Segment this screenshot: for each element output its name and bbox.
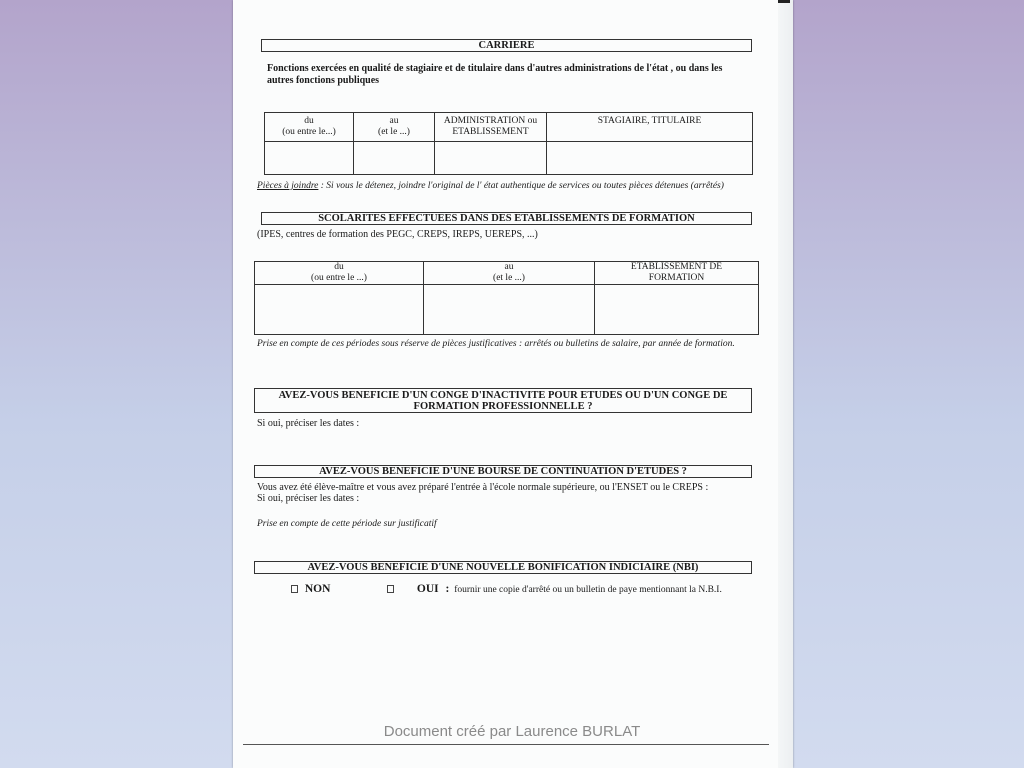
scolarites-col-etab-line1: ETABLISSEMENT DE bbox=[630, 262, 723, 272]
scolarites-col-du bbox=[255, 262, 424, 285]
pieces-label: Pièces à joindre bbox=[257, 181, 319, 191]
scolarites-cell-etab[interactable] bbox=[595, 285, 759, 335]
carriere-col-du-line1: du bbox=[304, 116, 314, 126]
carriere-table-row bbox=[265, 142, 753, 175]
carriere-table bbox=[264, 112, 753, 175]
nbi-non-option[interactable] bbox=[291, 583, 330, 595]
scolarites-note: Prise en compte de ces périodes sous réserve de pièces justificatives : arrêtés ou bulletins de salaire, par année de formation. bbox=[257, 339, 735, 349]
carriere-table-header-row bbox=[265, 113, 753, 142]
carriere-cell-du[interactable] bbox=[265, 142, 354, 175]
carriere-cell-au[interactable] bbox=[354, 142, 435, 175]
carriere-intro: Fonctions exercées en qualité de stagiaire et de titulaire dans d'autres administrations de l'état , ou dans les autres fonctions publiques bbox=[267, 63, 723, 86]
bourse-heading bbox=[254, 465, 752, 478]
carriere-cell-admin[interactable] bbox=[435, 142, 547, 175]
carriere-col-du-line2: (ou entre le...) bbox=[282, 127, 336, 137]
scolarites-table-header-row bbox=[255, 262, 759, 285]
carriere-col-admin bbox=[435, 113, 547, 142]
footer-rule bbox=[243, 744, 769, 745]
nbi-oui-option[interactable] bbox=[387, 583, 722, 595]
conge-heading bbox=[254, 388, 752, 413]
carriere-col-statut: STAGIAIRE, TITULAIRE bbox=[547, 113, 753, 142]
carriere-heading bbox=[261, 39, 752, 52]
carriere-col-au-line2: (et le ...) bbox=[378, 127, 410, 137]
carriere-col-admin-line2: ETABLISSEMENT bbox=[452, 127, 529, 137]
bourse-title: AVEZ-VOUS BENEFICIE D'UNE BOURSE DE CONTINUATION D'ETUDES ? bbox=[319, 466, 687, 477]
carriere-title: CARRIERE bbox=[478, 40, 535, 51]
bourse-text-line1: Vous avez été élève-maître et vous avez préparé l'entrée à l'école normale supérieure, ou l'ENSET ou le CREPS : bbox=[257, 482, 709, 493]
nbi-oui-text: fournir une copie d'arrêté ou un bulletin de paye mentionnant la N.B.I. bbox=[454, 585, 722, 595]
nbi-non-checkbox[interactable] bbox=[291, 585, 298, 593]
carriere-col-au-line1: au bbox=[389, 116, 399, 126]
nbi-non-label: NON bbox=[304, 583, 331, 595]
scolarites-col-etab-line2: FORMATION bbox=[648, 273, 705, 283]
scolarites-title: SCOLARITES EFFECTUEES DANS DES ETABLISSEMENTS DE FORMATION bbox=[318, 213, 695, 224]
page-edge bbox=[778, 0, 793, 768]
scolarites-col-du-line2: (ou entre le ...) bbox=[311, 273, 367, 283]
carriere-cell-statut[interactable] bbox=[547, 142, 753, 175]
carriere-col-du bbox=[265, 113, 354, 142]
scolarites-col-au bbox=[424, 262, 595, 285]
nbi-oui-label: OUI bbox=[416, 583, 439, 595]
scolarites-col-etab bbox=[595, 262, 759, 285]
pieces-text: : Si vous le détenez, joindre l'original de l' état authentique de services ou toutes pièces détenues (arrêtés) bbox=[318, 181, 724, 191]
carriere-pieces-note bbox=[257, 180, 777, 192]
nbi-oui-checkbox[interactable] bbox=[387, 585, 394, 593]
bourse-note: Prise en compte de cette période sur justificatif bbox=[257, 519, 437, 529]
scolarites-heading bbox=[261, 212, 752, 225]
scolarites-subtitle: (IPES, centres de formation des PEGC, CREPS, IREPS, UEREPS, ...) bbox=[257, 229, 538, 240]
scolarites-cell-du[interactable] bbox=[255, 285, 424, 335]
footer-credit: Document créé par Laurence BURLAT bbox=[383, 723, 641, 740]
conge-title-line1: AVEZ-VOUS BENEFICIE D'UN CONGE D'INACTIVITE POUR ETUDES OU D'UN CONGE DE bbox=[278, 390, 728, 401]
scolarites-table-row bbox=[255, 285, 759, 335]
scolarites-col-du-line1: du bbox=[334, 262, 344, 272]
nbi-oui-colon: : bbox=[445, 583, 450, 595]
bourse-text-line2: Si oui, préciser les dates : bbox=[257, 493, 360, 504]
nbi-title: AVEZ-VOUS BENEFICIE D'UNE NOUVELLE BONIFICATION INDICIAIRE (NBI) bbox=[307, 562, 699, 573]
carriere-col-au bbox=[354, 113, 435, 142]
scolarites-table bbox=[254, 261, 759, 335]
scolarites-col-au-line1: au bbox=[504, 262, 514, 272]
nbi-heading bbox=[254, 561, 752, 574]
scolarites-cell-au[interactable] bbox=[424, 285, 595, 335]
conge-text: Si oui, préciser les dates : bbox=[257, 418, 360, 429]
scan-corner-mark bbox=[778, 0, 790, 3]
scolarites-col-au-line2: (et le ...) bbox=[493, 273, 525, 283]
conge-title-line2: FORMATION PROFESSIONNELLE ? bbox=[413, 401, 593, 412]
carriere-col-admin-line1: ADMINISTRATION ou bbox=[443, 116, 538, 126]
